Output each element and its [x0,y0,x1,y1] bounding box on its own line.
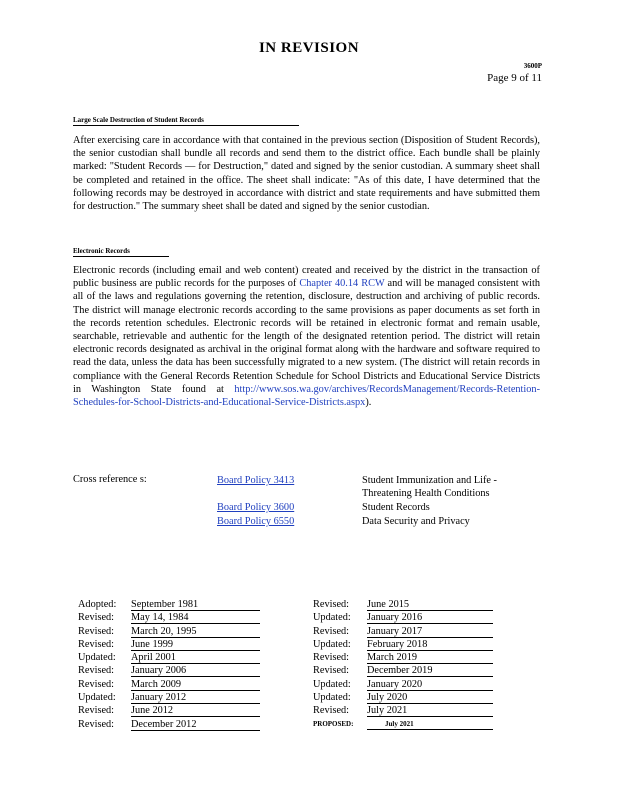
history-label: Revised: [78,705,115,717]
cross-reference-title: Student Immunization and Life - Threatening Health Conditions [362,475,497,499]
history-date: January 2012 [131,691,260,704]
history-label: Updated: [313,678,351,690]
history-label: Revised: [78,625,115,637]
history-label: Revised: [78,718,115,730]
history-label: Revised: [78,612,115,624]
history-label: Updated: [78,692,116,704]
history-date: March 20, 1995 [131,625,260,638]
board-policy-6550-link[interactable]: Board Policy 6550 [217,516,295,527]
history-label: Updated: [78,652,116,664]
cross-reference-title: Data Security and Privacy [362,516,470,527]
history-date: February 2018 [367,638,493,651]
section-heading-electronic-records: Electronic Records [73,247,169,257]
history-label: Revised: [78,678,115,690]
electronic-records-text-1: Electronic records (including email and web content) created and received by the district in the transaction of public business are public records for the purposes of [73,265,540,290]
history-date: June 2012 [131,704,260,717]
history-date: January 2016 [367,611,493,624]
history-label: Revised: [313,665,350,677]
history-label: Revised: [313,599,350,610]
board-policy-3413-link[interactable]: Board Policy 3413 [217,475,295,486]
history-label: Revised: [78,665,115,677]
history-date: January 2017 [367,625,493,638]
section-body-electronic-records [73,264,540,409]
history-date: July 2021 [367,704,493,717]
history-label: Updated: [313,638,351,650]
proposed-label: PROPOSED: [313,719,354,728]
history-label: Revised: [313,625,350,637]
section-heading-large-scale-destruction: Large Scale Destruction of Student Records [73,116,299,126]
history-date: March 2009 [131,678,260,691]
revision-status-title: IN REVISION [258,40,360,56]
page-number: Page 9 of 11 [487,72,542,84]
history-label: Updated: [313,692,351,704]
history-date: July 2020 [367,691,493,704]
history-date: September 1981 [131,598,260,611]
cross-reference-label: Cross reference s: [73,474,147,485]
history-date: December 2012 [131,718,260,731]
history-date: December 2019 [367,664,493,677]
electronic-records-text-3: ). [365,397,372,409]
history-label: Revised: [313,705,350,717]
electronic-records-text-2: and will be managed consistent with all of the laws and regulations governing the retention, disclosure, destruction and archiving of public records. The district will manage electronic records according to the same provisions as paper documents as set forth in the records retention schedules. Electronic records will be retained in electronic format and remain usable, searchable, retrievable and authentic for the length of the designated retention period. The district will retain electronic records designated as archival in the original format along with the hardware and software required to read the data, unless the data has been successfully migrated to a new system. (The district will retain records in compliance with the General Records Retention Schedule for School Districts and Educational Service Districts in Washington State found at [73,278,540,395]
history-date: May 14, 1984 [131,611,260,624]
history-date: June 2015 [367,598,493,611]
history-date: June 1999 [131,638,260,651]
retention-schedule-url-link[interactable]: http://www.sos.wa.gov/archives/RecordsManagement/Records-Retention-Schedules-for-School-Districts-and-Educational-Service-Districts.aspx [73,383,540,409]
section-body-large-scale-destruction: After exercising care in accordance with that contained in the previous section (Disposition of Student Records), the senior custodian shall bundle all records and send them to the district office. Each bundle shall be plainly marked: "Student Records — for Destruction," dated and signed by the senior custodian. A summary sheet shall be completed and retained in the office. The sheet shall indicate: "As of this date, I have determined that the following records may be destroyed in accordance with district and state requirements and have submitted them for destruction." The summary sheet shall be dated and signed by the senior custodian. [73,135,540,213]
history-date: April 2001 [131,651,260,664]
proposed-date: July 2021 [367,718,493,730]
history-label: Updated: [313,612,351,624]
history-date: January 2020 [367,678,493,691]
policy-number: 3600P [523,62,542,70]
history-label: Adopted: [78,599,117,610]
cross-reference-title: Student Records [362,502,430,513]
board-policy-3600-link[interactable]: Board Policy 3600 [217,502,295,513]
history-date: January 2006 [131,664,260,677]
history-date: March 2019 [367,651,493,664]
history-label: Revised: [313,652,350,664]
rcw-chapter-link[interactable]: Chapter 40.14 RCW [299,278,385,290]
history-label: Revised: [78,638,115,650]
